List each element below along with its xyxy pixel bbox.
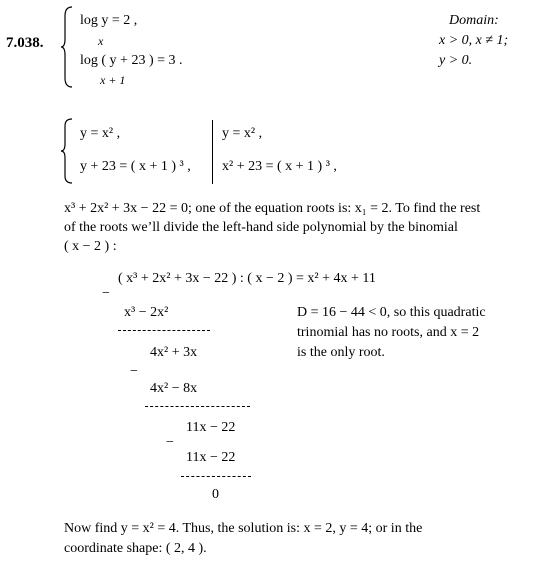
system-equation-1: log y = 2 ,	[80, 13, 138, 28]
note-line-1: D = 16 − 44 < 0, so this quadratic	[297, 305, 486, 320]
division-remainder: 0	[212, 487, 219, 502]
division-minus-1: −	[102, 286, 110, 301]
system-equation-2-base: x + 1	[100, 73, 126, 87]
note-line-3: is the only root.	[297, 345, 385, 360]
paragraph-line-1: x³ + 2x² + 3x − 22 = 0; one of the equation roots is: x₁ = 2. To find the rest	[64, 201, 481, 216]
division-step-3: 4x² − 8x	[150, 381, 198, 396]
system-equation-2: log ( y + 23 ) = 3 .	[80, 53, 183, 68]
division-header: ( x³ + 2x² + 3x − 22 ) : ( x − 2 ) = x² + 4x + 11	[118, 271, 376, 286]
system2-left-equation-1: y = x² ,	[80, 126, 121, 141]
division-step-4: 11x − 22	[186, 420, 236, 435]
paragraph-line-3: ( x − 2 ) :	[64, 239, 117, 254]
division-rule-3	[181, 476, 251, 477]
division-step-1: x³ − 2x²	[124, 305, 169, 320]
problem-number: 7.038.	[6, 35, 44, 51]
system2-brace	[60, 118, 74, 184]
system-brace	[60, 6, 74, 88]
division-minus-3: −	[166, 435, 174, 450]
division-step-5: 11x − 22	[186, 450, 236, 465]
division-rule-1	[118, 330, 210, 331]
domain-condition-y: y > 0.	[439, 53, 473, 68]
paragraph-line-2: of the roots we’ll divide the left-hand side polynomial by the binomial	[64, 220, 458, 235]
division-minus-2: −	[130, 364, 138, 379]
note-line-2: trinomial has no roots, and x = 2	[297, 325, 480, 340]
system-separator	[212, 120, 213, 184]
conclusion-line-2: coordinate shape: ( 2, 4 ).	[64, 541, 207, 556]
division-rule-2	[145, 406, 250, 407]
system2-right-equation-2: x² + 23 = ( x + 1 ) ³ ,	[222, 159, 337, 174]
system-equation-1-base: x	[98, 34, 104, 48]
system2-left-equation-2: y + 23 = ( x + 1 ) ³ ,	[80, 159, 191, 174]
domain-condition-x: x > 0, x ≠ 1;	[439, 33, 509, 48]
domain-title: Domain:	[449, 13, 499, 28]
system2-right-equation-1: y = x² ,	[222, 126, 263, 141]
conclusion-line-1: Now find y = x² = 4. Thus, the solution is: x = 2, y = 4; or in the	[64, 521, 423, 536]
division-step-2: 4x² + 3x	[150, 345, 198, 360]
